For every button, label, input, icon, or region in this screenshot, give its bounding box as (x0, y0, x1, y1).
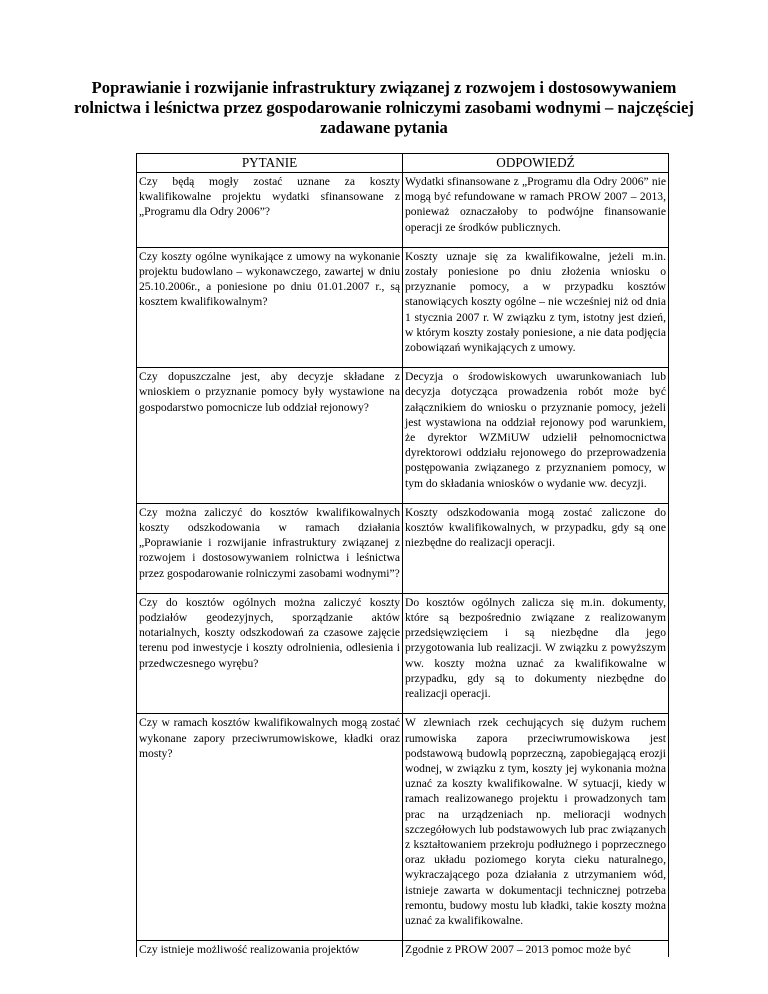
table-row (137, 941, 669, 958)
answer-cell: Koszty odszkodowania mogą zostać zaliczone do kosztów kwalifikowalnych, w przypadku, gdy są one niezbędne do realizacji operacji. (403, 503, 669, 593)
table-row (137, 593, 669, 713)
question-cell: Czy dopuszczalne jest, aby decyzje składane z wnioskiem o przyznanie pomocy były wystawione na gospodarstwo pomocnicze lub oddział rejonowy? (137, 368, 403, 504)
answer-cell: Do kosztów ogólnych zalicza się m.in. dokumenty, które są bezpośrednio związane z realizowanym przedsięwzięciem i są niezbędne dla jego przygotowania lub realizacji. W związku z powyższym ww. koszty można uznać za kwalifikowalne w przypadku, gdy są to dokumenty niezbędne do realizacji operacji. (403, 593, 669, 713)
question-cell: Czy można zaliczyć do kosztów kwalifikowalnych koszty odszkodowania w ramach działania „Poprawianie i rozwijanie infrastruktury związanej z rozwojem i dostosowywaniem rolnictwa i leśnictwa przez gospodarowanie rolniczymi zasobami wodnymi”? (137, 503, 403, 593)
answer-cell: Koszty uznaje się za kwalifikowalne, jeżeli m.in. zostały poniesione po dniu złożenia wniosku o przyznanie pomocy, a w przypadku kosztów stanowiących koszty ogólne – nie wcześniej niż od dnia 1 stycznia 2007 r. W związku z tym, istotny jest dzień, w którym koszty zostały poniesione, a nie data podjęcia zobowiązań wynikających z umowy. (403, 247, 669, 367)
question-cell: Czy będą mogły zostać uznane za koszty kwalifikowalne projektu wydatki sfinansowane z „Programu dla Odry 2006”? (137, 173, 403, 248)
page-title: Poprawianie i rozwijanie infrastruktury związanej z rozwojem i dostosowywaniem rolnictwa i leśnictwa przez gospodarowanie rolniczymi zasobami wodnymi – najczęściej zadawane pytania (74, 78, 694, 137)
answer-cell: Wydatki sfinansowane z „Programu dla Odry 2006” nie mogą być refundowane w ramach PROW 2007 – 2013, ponieważ oznaczałoby to podwójne finansowanie operacji ze środków publicznych. (403, 173, 669, 248)
table-row (137, 714, 669, 941)
answer-cell: Decyzja o środowiskowych uwarunkowaniach lub decyzja dotycząca prowadzenia robót może być załącznikiem do wniosku o przyznanie pomocy, jeżeli jest wystawiona na oddział rejonowy pod warunkiem, że dyrektor WZMiUW udzielił pełnomocnictwa dyrektorowi oddziału rejonowego do przeprowadzenia postępowania związanego z przyznaniem pomocy, w tym do składania wniosków o wydanie ww. decyzji. (403, 368, 669, 504)
table-row (137, 173, 669, 248)
table-row (137, 368, 669, 504)
table-row (137, 247, 669, 367)
question-cell: Czy do kosztów ogólnych można zaliczyć koszty podziałów geodezyjnych, sporządzanie aktów notarialnych, koszty odszkodowań za czasowe zajęcie terenu pod inwestycje i koszty odrolnienia, odlesienia i przedwczesnego wyrębu? (137, 593, 403, 713)
table-row (137, 503, 669, 593)
question-cell: Czy koszty ogólne wynikające z umowy na wykonanie projektu budowlano – wykonawczego, zawartej w dniu 25.10.2006r., a poniesione po dniu 01.01.2007 r., są kosztem kwalifikowalnym? (137, 247, 403, 367)
question-cell: Czy istnieje możliwość realizowania projektów (137, 941, 403, 958)
answer-cell: W zlewniach rzek cechujących się dużym ruchem rumowiska zapora przeciwrumowiskowa jest podstawową budowlą poprzeczną, zapobiegającą erozji wodnej, w związku z tym, koszty jej wykonania można uznać za koszty kwalifikowalne. W sytuacji, kiedy w ramach realizowanego projektu i prowadzonych tam prac na urządzeniach np. melioracji wodnych szczegółowych lub podstawowych lub prac związanych z kształtowaniem przekroju podłużnego i poprzecznego oraz układu poziomego koryta cieku naturalnego, wykraczającego poza działania z utrzymaniem wód, istnieje zawarta w dokumentacji technicznej potrzeba remontu, budowy mostu lub kładki, takie koszty można uznać za kwalifikowalne. (403, 714, 669, 941)
table-header-row (137, 154, 669, 173)
column-header-answer: ODPOWIEDŹ (403, 154, 669, 173)
answer-cell: Zgodnie z PROW 2007 – 2013 pomoc może być (403, 941, 669, 958)
faq-table (136, 153, 669, 957)
question-cell: Czy w ramach kosztów kwalifikowalnych mogą zostać wykonane zapory przeciwrumowiskowe, kładki oraz mosty? (137, 714, 403, 941)
column-header-question: PYTANIE (137, 154, 403, 173)
